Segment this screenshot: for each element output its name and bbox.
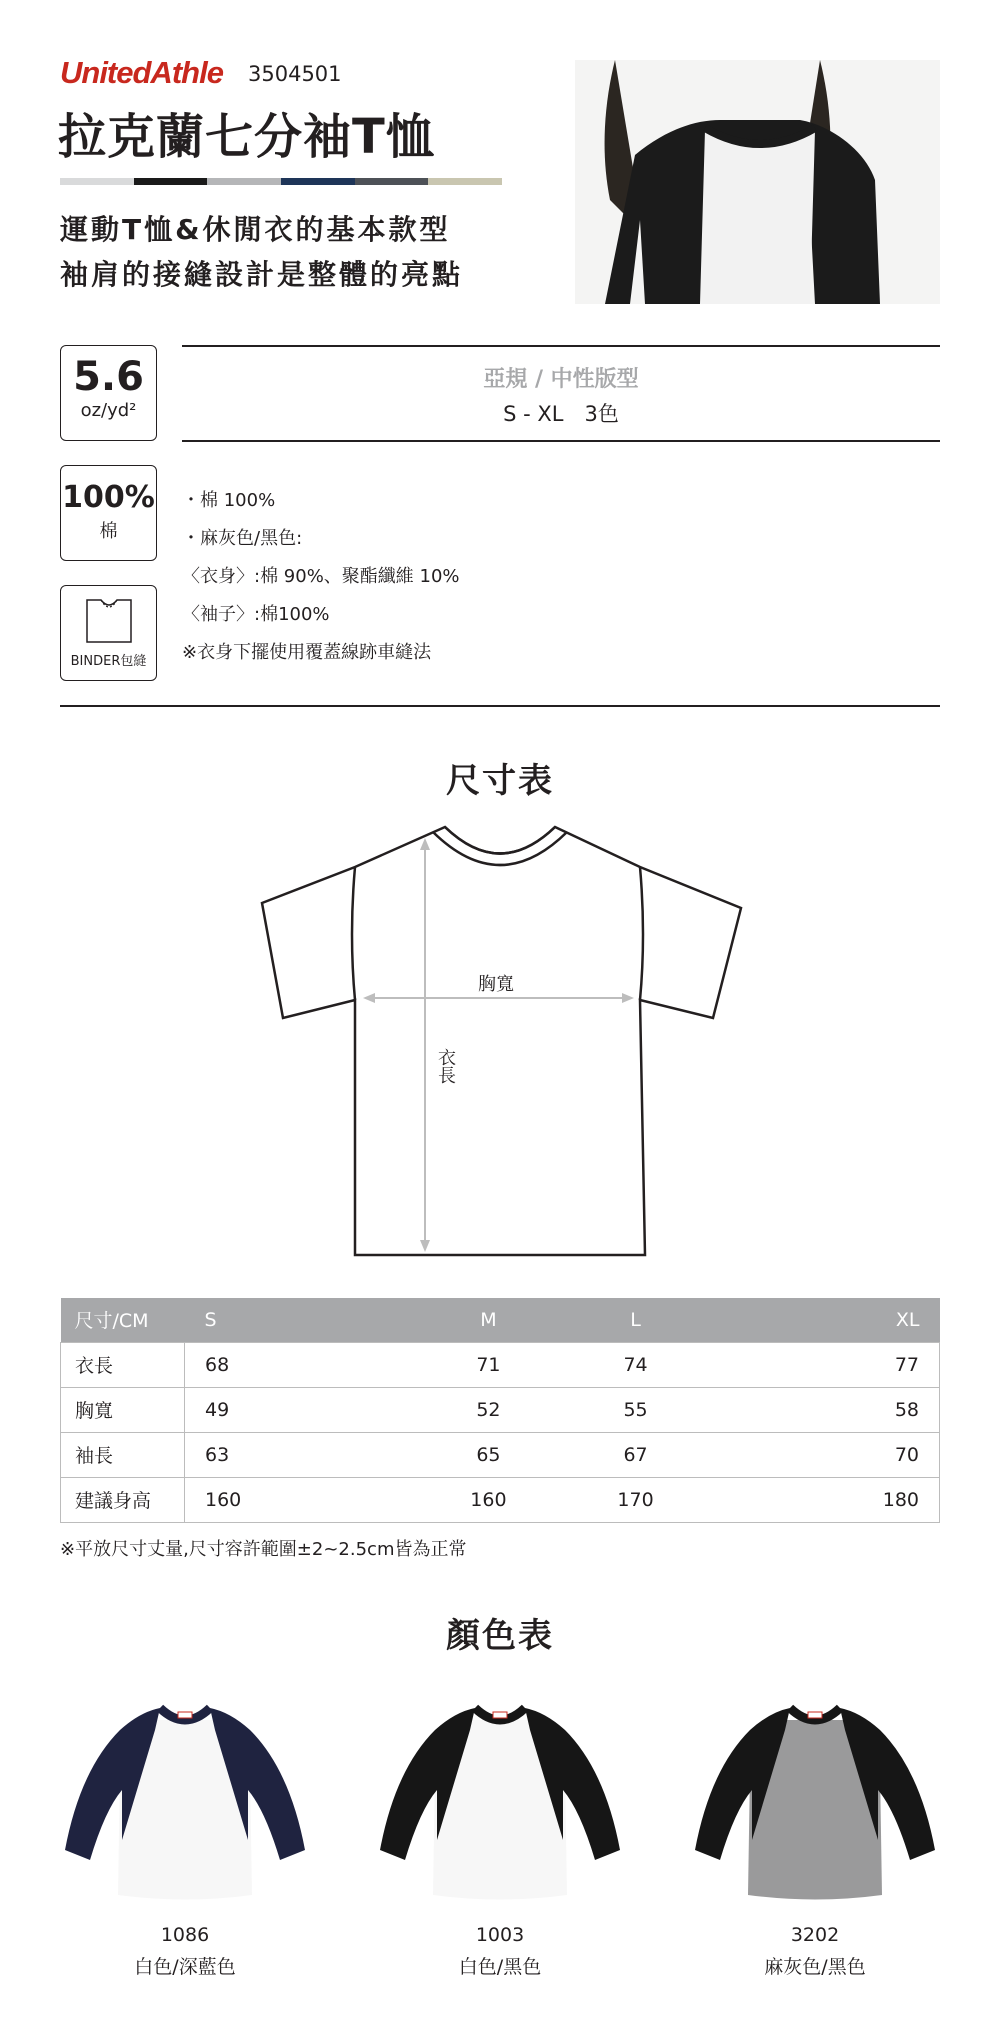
- row-label: 衣長: [61, 1342, 185, 1387]
- row-label: 建議身高: [61, 1477, 185, 1522]
- product-code: 3504501: [248, 62, 342, 86]
- color-card: [370, 1690, 630, 1979]
- table-cell: 65: [415, 1432, 562, 1477]
- material-line: ※衣身下擺使用覆蓋線跡車縫法: [182, 642, 432, 663]
- tshirt-size-diagram: [255, 820, 745, 1260]
- fabric-weight-badge: [60, 345, 157, 441]
- material-line: ・棉 100%: [182, 490, 276, 511]
- divider: [182, 345, 940, 347]
- shirt-1086-image: [60, 1690, 310, 1910]
- sizes-colors: S - XL 3色: [503, 402, 619, 426]
- size-table: [60, 1298, 940, 1523]
- divider: [182, 440, 940, 442]
- strip-swatch: [281, 178, 355, 185]
- product-title: 拉克蘭七分袖T恤: [58, 109, 435, 165]
- color-code: 3202: [790, 1924, 840, 1946]
- binder-label: BINDER包縫: [70, 654, 147, 669]
- measurement-note: ※平放尺寸丈量,尺寸容許範圍±2~2.5cm皆為正常: [60, 1539, 467, 1560]
- table-row: [61, 1387, 940, 1432]
- table-cell: 68: [185, 1342, 415, 1387]
- table-row: [61, 1477, 940, 1522]
- color-name: 麻灰色/黑色: [764, 1956, 866, 1978]
- color-code: 1086: [160, 1924, 210, 1946]
- material-line: 〈衣身〉:棉 90%、聚酯纖維 10%: [182, 566, 460, 587]
- table-cell: 74: [562, 1342, 709, 1387]
- tagline-1: 運動T恤&休閒衣的基本款型: [60, 213, 451, 246]
- hero-model-photo: [575, 60, 940, 304]
- shirt-neck-tag: [178, 1712, 192, 1718]
- header-cell: M: [415, 1298, 562, 1342]
- strip-swatch: [355, 178, 429, 185]
- size-table-header: [61, 1298, 940, 1342]
- table-cell: 49: [185, 1387, 415, 1432]
- row-label: 袖長: [61, 1432, 185, 1477]
- strip-swatch: [134, 178, 208, 185]
- tagline-2: 袖肩的接縫設計是整體的亮點: [60, 258, 464, 291]
- table-cell: 63: [185, 1432, 415, 1477]
- header-cell: S: [185, 1298, 415, 1342]
- strip-swatch: [60, 178, 134, 185]
- weight-unit: oz/yd²: [80, 400, 137, 421]
- strip-swatch: [207, 178, 281, 185]
- table-cell: 170: [562, 1477, 709, 1522]
- chest-label: 胸寬: [478, 974, 514, 995]
- color-name: 白色/黑色: [458, 1956, 542, 1978]
- color-strip: [60, 178, 502, 185]
- table-cell: 71: [415, 1342, 562, 1387]
- color-name: 白色/深藍色: [134, 1956, 236, 1978]
- header-cell: XL: [709, 1298, 939, 1342]
- color-card: [685, 1690, 945, 1979]
- color-code: 1003: [475, 1924, 525, 1946]
- shirt-1003-image: [375, 1690, 625, 1910]
- shirt-3202-image: [690, 1690, 940, 1910]
- header-cell: L: [562, 1298, 709, 1342]
- table-cell: 58: [709, 1387, 939, 1432]
- weight-value: 5.6: [73, 354, 144, 400]
- fit-label: 亞規 / 中性版型: [483, 367, 639, 392]
- table-cell: 52: [415, 1387, 562, 1432]
- material-line: ・麻灰色/黑色:: [182, 528, 303, 549]
- binder-badge: [60, 585, 157, 681]
- color-card: [55, 1690, 315, 1979]
- row-label: 胸寬: [61, 1387, 185, 1432]
- table-row: [61, 1342, 940, 1387]
- header-cell: 尺寸/CM: [61, 1298, 185, 1342]
- table-cell: 77: [709, 1342, 939, 1387]
- section-divider: [60, 705, 940, 707]
- binder-neck-icon: [79, 596, 139, 646]
- brand-logo: UnitedAthle: [60, 55, 223, 90]
- table-cell: 55: [562, 1387, 709, 1432]
- table-row: [61, 1432, 940, 1477]
- cotton-value: 100%: [62, 480, 155, 515]
- size-chart-title: 尺寸表: [446, 761, 554, 801]
- material-line: 〈袖子〉:棉100%: [182, 604, 330, 625]
- cotton-badge: [60, 465, 157, 561]
- shirt-neck-tag: [808, 1712, 822, 1718]
- shirt-neck-tag: [493, 1712, 507, 1718]
- table-cell: 67: [562, 1432, 709, 1477]
- color-chart-title: 顏色表: [446, 1616, 554, 1656]
- table-cell: 70: [709, 1432, 939, 1477]
- cotton-label: 棉: [99, 521, 118, 542]
- table-cell: 180: [709, 1477, 939, 1522]
- length-label: 衣長: [435, 1048, 456, 1084]
- strip-swatch: [428, 178, 502, 185]
- table-cell: 160: [415, 1477, 562, 1522]
- table-cell: 160: [185, 1477, 415, 1522]
